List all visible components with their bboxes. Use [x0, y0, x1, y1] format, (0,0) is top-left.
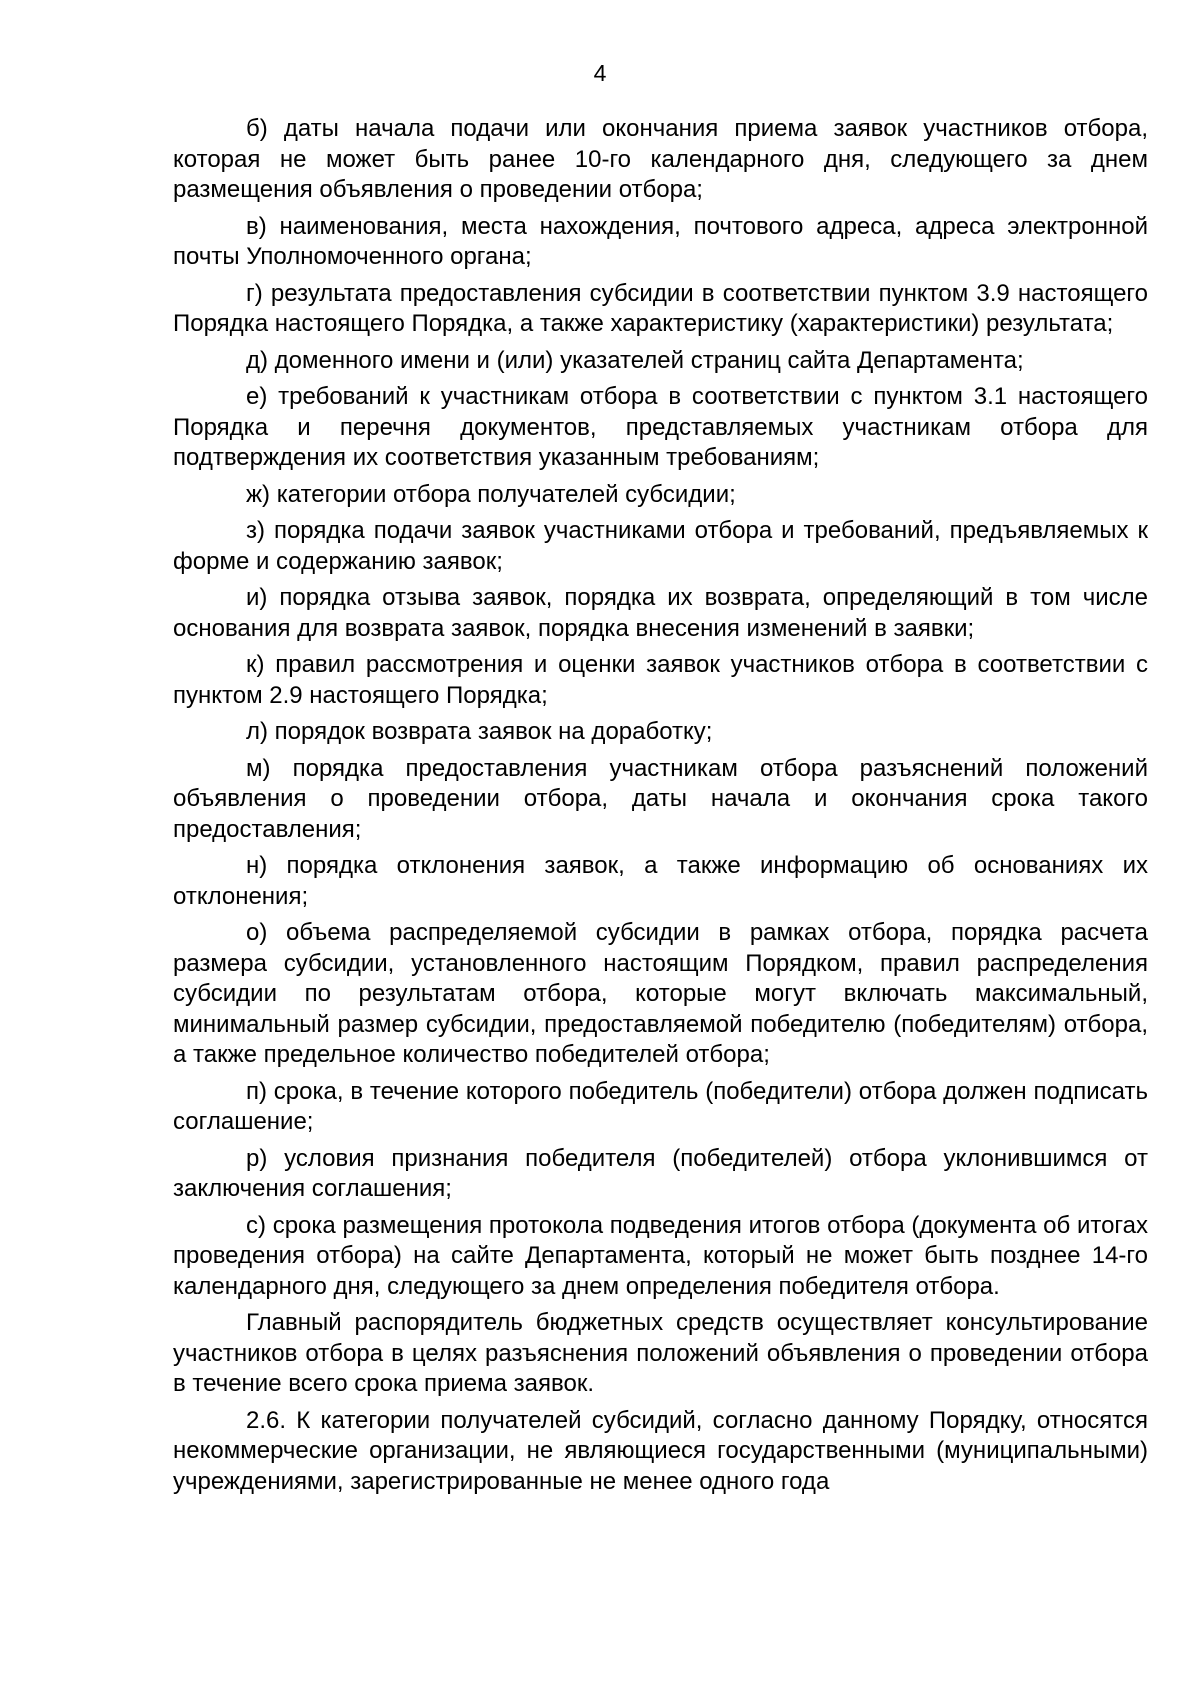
paragraph-d: д) доменного имени и (или) указателей страниц сайта Департамента; — [246, 346, 1024, 374]
document-body — [173, 114, 1148, 1503]
paragraph-consulting: Главный распорядитель бюджетных средств осуществляет консультирование участников отбора в целях разъяснения положений объявления о проведении отбора в течение всего срока приема заявок. — [173, 1309, 1148, 1397]
paragraph-z: з) порядка подачи заявок участниками отбора и требований, предъявляемых к форме и содержанию заявок; — [173, 517, 1148, 575]
paragraph-l: л) порядок возврата заявок на доработку; — [246, 718, 713, 745]
paragraph-b: б) даты начала подачи или окончания приема заявок участников отбора, которая не может быть ранее 10-го календарного дня, следующего за днем размещения объявления о проведении отбора; — [173, 115, 1148, 203]
paragraph-2-6: 2.6. К категории получателей субсидий, согласно данному Порядку, относятся некоммерческие организации, не являющиеся государственными (муниципальными) учреждениями, зарегистрированные не менее одного года — [173, 1406, 1148, 1495]
paragraph-n: н) порядка отклонения заявок, а также информацию об основаниях их отклонения; — [173, 852, 1148, 910]
paragraph-g: г) результата предоставления субсидии в соответствии пунктом 3.9 настоящего Порядка настоящего Порядка, а также характеристику (характеристики) результата; — [173, 279, 1148, 337]
paragraph-i: и) порядка отзыва заявок, порядка их возврата, определяющий в том числе основания для возврата заявок, порядка внесения изменений в заявки; — [173, 584, 1148, 642]
paragraph-o: о) объема распределяемой субсидии в рамках отбора, порядка расчета размера субсидии, установленного настоящим Порядком, правил распределения субсидии по результатам отбора, которые могут включать максимальный, минимальный размер субсидии, предоставляемой победителю (победителям) отбора, а также предельное количество победителей отбора; — [173, 919, 1148, 1068]
paragraph-s: с) срока размещения протокола подведения итогов отбора (документа об итогах проведения отбора) на сайте Департамента, который не может быть позднее 14-го календарного дня, следующего за днем определения победителя отбора. — [173, 1211, 1148, 1300]
paragraph-k: к) правил рассмотрения и оценки заявок участников отбора в соответствии с пунктом 2.9 настоящего Порядка; — [173, 651, 1148, 709]
paragraph-v: в) наименования, места нахождения, почтового адреса, адреса электронной почты Уполномоченного органа; — [173, 212, 1148, 270]
paragraph-zh: ж) категории отбора получателей субсидии; — [246, 480, 736, 508]
paragraph-e: е) требований к участникам отбора в соответствии с пунктом 3.1 настоящего Порядка и перечня документов, представляемых участникам отбора для подтверждения их соответствия указанным требованиям; — [173, 383, 1148, 471]
paragraph-r: р) условия признания победителя (победителей) отбора уклонившимся от заключения соглашения; — [173, 1144, 1148, 1202]
paragraph-m: м) порядка предоставления участникам отбора разъяснений положений объявления о проведении отбора, даты начала и окончания срока такого предоставления; — [173, 754, 1148, 843]
page-number: 4 — [593, 60, 607, 86]
paragraph-p: п) срока, в течение которого победитель (победители) отбора должен подписать соглашение; — [173, 1077, 1148, 1135]
